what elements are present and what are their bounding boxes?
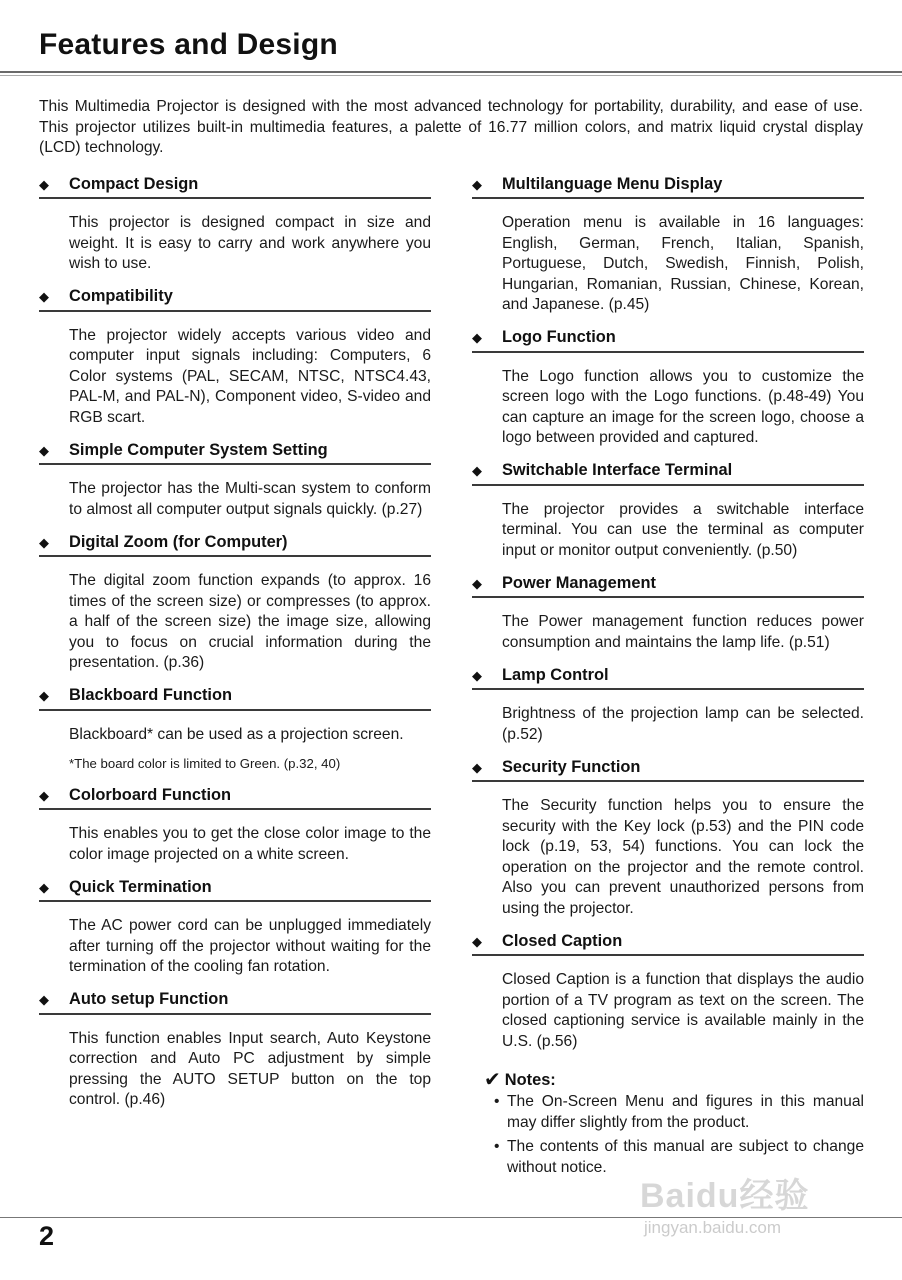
- feature-heading-row: [472, 756, 864, 782]
- feature-body: This enables you to get the close color image to the color image projected on a white screen.: [69, 825, 431, 863]
- note-text: The On-Screen Menu and figures in this manual may differ slightly from the product.: [507, 1093, 864, 1131]
- feature-title: Closed Caption: [502, 931, 623, 950]
- diamond-bullet-icon: ◆: [39, 992, 49, 1007]
- feature-section: [472, 930, 864, 1052]
- feature-heading-row: [39, 989, 431, 1015]
- feature-heading-row: [39, 531, 431, 557]
- title-rule-thin: [0, 75, 902, 76]
- diamond-bullet-icon: ◆: [39, 176, 49, 192]
- feature-body: Operation menu is available in 16 languages: English, German, French, Italian, Spanish, Portuguese, Dutch, Swedish, Finnish, Polish, Hungarian, Romanian, Russian, Chinese, Korean, and Japanese. (p.45): [502, 214, 864, 313]
- feature-title: Multilanguage Menu Display: [502, 174, 723, 193]
- feature-title: Auto setup Function: [69, 990, 229, 1008]
- checkmark-icon: ✔: [484, 1069, 501, 1091]
- feature-title: Simple Computer System Setting: [69, 440, 328, 459]
- feature-title: Switchable Interface Terminal: [502, 461, 733, 479]
- feature-heading-row: [39, 876, 431, 902]
- feature-section: [472, 756, 864, 919]
- watermark-logo: Baidu经验: [640, 1177, 810, 1215]
- title-rule: [0, 71, 902, 73]
- bullet-dot: •: [494, 1138, 500, 1155]
- feature-body: The projector widely accepts various video and computer input signals including: Computers, 6 Color systems (PAL, SECAM, NTSC, NTSC4.43, PAL-M, and PAL-N), Component video, S-video and RGB scart.: [69, 326, 431, 426]
- feature-title: Quick Termination: [69, 877, 212, 896]
- feature-section: [472, 460, 864, 562]
- left-column: [39, 173, 431, 1122]
- feature-body: Brightness of the projection lamp can be selected. (p.52): [502, 705, 864, 743]
- feature-section: [472, 327, 864, 449]
- feature-title: Colorboard Function: [69, 785, 232, 804]
- feature-title: Compatibility: [69, 287, 173, 305]
- feature-heading-row: [472, 664, 864, 690]
- feature-section: [472, 572, 864, 653]
- feature-footnote: *The board color is limited to Green. (p.32, 40): [69, 756, 341, 771]
- feature-body: The projector provides a switchable interface terminal. You can use the terminal as computer input or monitor output conveniently. (p.50): [502, 500, 864, 559]
- feature-body: The AC power cord can be unplugged immediately after turning off the projector without waiting for the termination of the cooling fan rotation.: [69, 917, 431, 975]
- bullet-dot: •: [494, 1093, 500, 1110]
- feature-heading-row: [39, 286, 431, 312]
- feature-heading-row: [472, 930, 864, 956]
- feature-body: The Power management function reduces power consumption and maintains the lamp life. (p.51): [502, 613, 864, 651]
- notes-box: [484, 1070, 864, 1178]
- feature-body: The projector has the Multi-scan system to conform to almost all computer output signals quickly. (p.27): [69, 480, 431, 518]
- feature-title: Power Management: [502, 573, 656, 592]
- feature-section: [39, 173, 431, 275]
- diamond-bullet-icon: ◆: [39, 879, 49, 895]
- feature-heading-row: [472, 460, 864, 486]
- diamond-bullet-icon: ◆: [472, 575, 482, 591]
- feature-heading-row: [472, 572, 864, 598]
- feature-section: [39, 989, 431, 1111]
- feature-body: This projector is designed compact in size and weight. It is easy to carry and work anywhere you wish to use.: [69, 214, 431, 272]
- feature-body: Blackboard* can be used as a projection screen.: [69, 725, 404, 743]
- feature-title: Digital Zoom (for Computer): [69, 532, 288, 551]
- diamond-bullet-icon: ◆: [39, 534, 49, 550]
- feature-section: [472, 664, 864, 745]
- feature-section: [39, 876, 431, 978]
- feature-heading-row: [472, 327, 864, 353]
- feature-title: Blackboard Function: [69, 686, 233, 704]
- page-title: Features and Design: [39, 28, 338, 61]
- feature-heading-row: [39, 784, 431, 810]
- feature-heading-row: [39, 439, 431, 465]
- feature-title: Logo Function: [502, 328, 616, 346]
- diamond-bullet-icon: ◆: [472, 759, 482, 775]
- feature-title: Compact Design: [69, 174, 199, 193]
- feature-body: The Logo function allows you to customize the screen logo with the Logo functions. (p.48-49) You can capture an image for the screen logo, choose a logo between provided and captured.: [502, 367, 864, 446]
- watermark-url: jingyan.baidu.com: [644, 1218, 782, 1237]
- feature-heading-row: [472, 173, 864, 199]
- notes-heading-row: [484, 1070, 864, 1090]
- feature-section: [39, 784, 431, 865]
- feature-body: The Security function helps you to ensure the security with the Key lock (p.53) and the PIN code lock (p.19, 53, 54) functions. You can lock the operation on the projector and the remote control. Also you can prevent unauthorized persons from using the projector.: [502, 797, 864, 917]
- feature-section: [39, 439, 431, 520]
- diamond-bullet-icon: ◆: [39, 289, 49, 304]
- feature-section: [39, 531, 431, 674]
- feature-heading-row: [39, 685, 431, 711]
- diamond-bullet-icon: ◆: [39, 688, 49, 703]
- diamond-bullet-icon: ◆: [39, 442, 49, 458]
- right-column: [472, 173, 864, 1182]
- feature-title: Lamp Control: [502, 665, 609, 684]
- right-sections: [472, 173, 864, 1052]
- notes-heading: Notes:: [504, 1070, 556, 1089]
- feature-section: [472, 173, 864, 316]
- diamond-bullet-icon: ◆: [472, 667, 482, 683]
- feature-body: The digital zoom function expands (to approx. 16 times of the screen size) or compresses (to approx. a half of the screen size) the image size, allowing you to focus on crucial information during the presentation. (p.36): [69, 572, 431, 671]
- diamond-bullet-icon: ◆: [472, 330, 482, 345]
- diamond-bullet-icon: ◆: [39, 787, 49, 803]
- diamond-bullet-icon: ◆: [472, 176, 482, 192]
- intro-paragraph: This Multimedia Projector is designed with the most advanced technology for portability, durability, and ease of use. This projector utilizes built-in multimedia features, a palette of 16.77 million colors, and matrix liquid crystal display (LCD) technology.: [39, 98, 863, 156]
- feature-heading-row: [39, 173, 431, 199]
- note-item: [494, 1092, 864, 1133]
- note-text: The contents of this manual are subject to change without notice.: [507, 1138, 864, 1176]
- diamond-bullet-icon: ◆: [472, 463, 482, 478]
- feature-body: Closed Caption is a function that displays the audio portion of a TV program as text on the screen. The closed captioning service is available mainly in the U.S. (p.56): [502, 971, 864, 1050]
- page-number: 2: [39, 1221, 55, 1251]
- feature-body: This function enables Input search, Auto Keystone correction and Auto PC adjustment by simple pressing the AUTO SETUP button on the top control. (p.46): [69, 1029, 431, 1108]
- diamond-bullet-icon: ◆: [472, 933, 482, 949]
- feature-title: Security Function: [502, 757, 641, 776]
- feature-section: [39, 286, 431, 429]
- feature-section: [39, 685, 431, 774]
